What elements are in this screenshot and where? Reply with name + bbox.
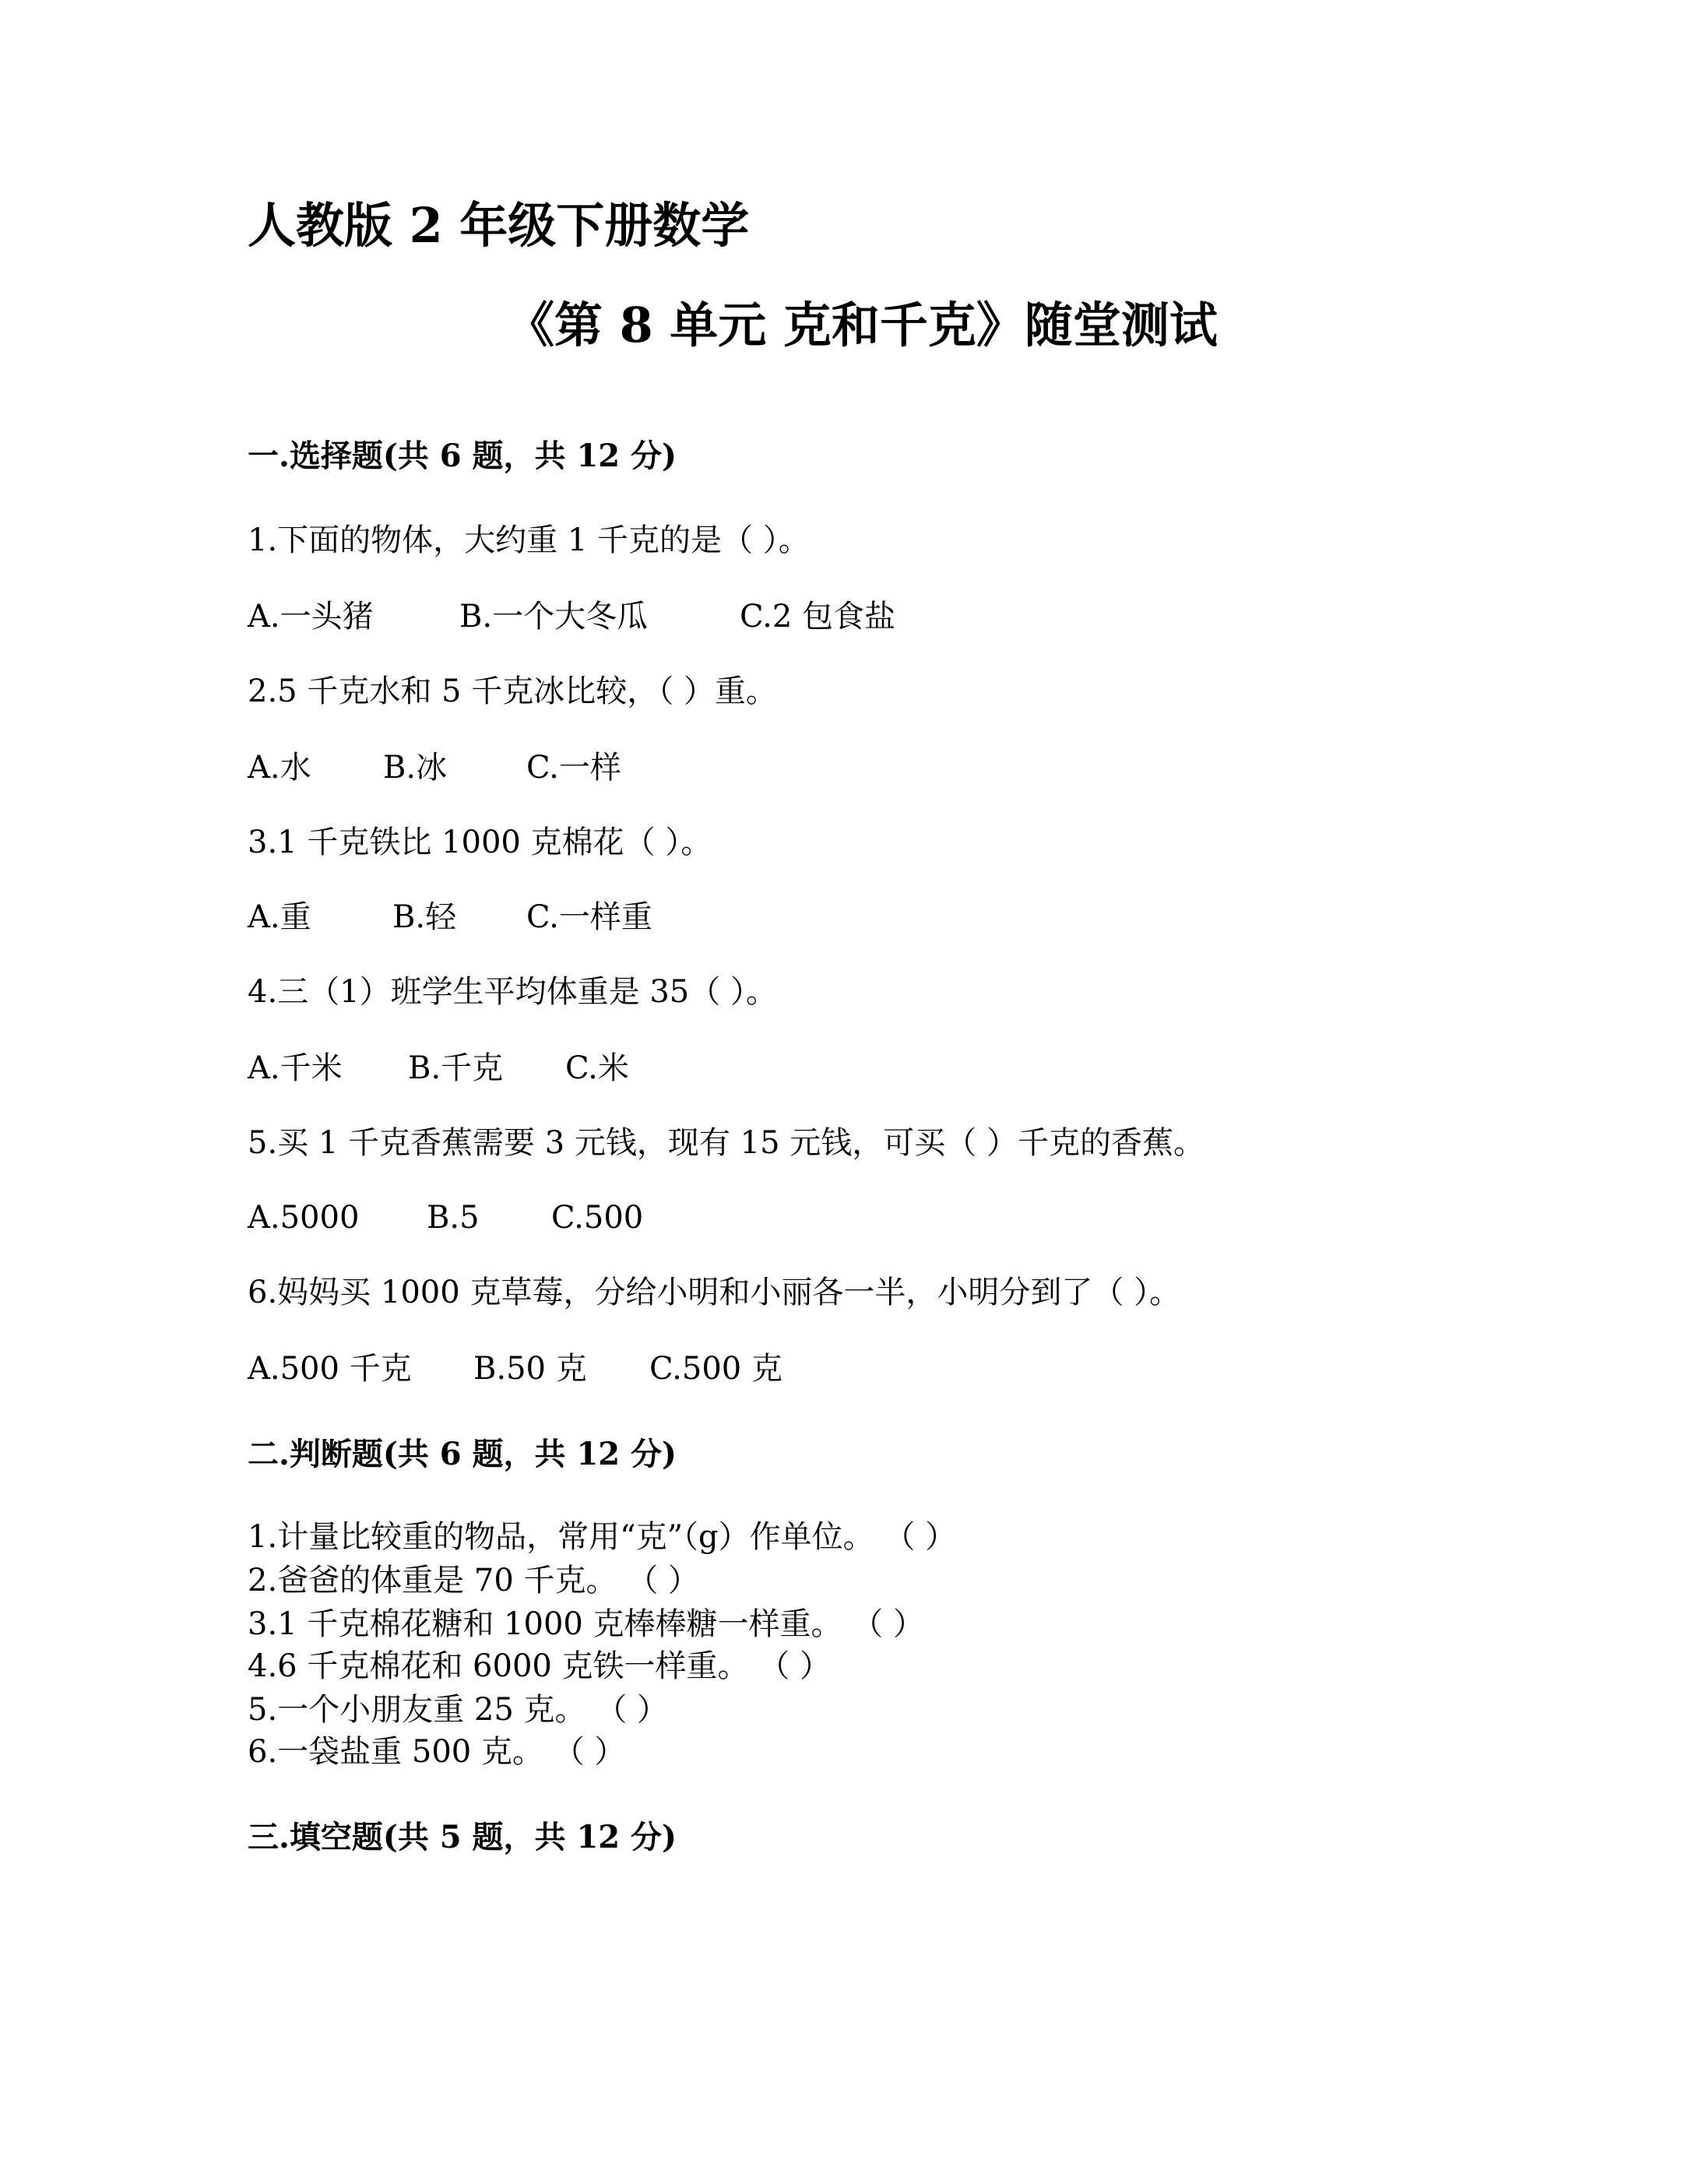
option-a: A.5000 [248, 1200, 360, 1236]
option-b: B.5 [427, 1200, 480, 1236]
option-b: B.千克 [408, 1050, 504, 1086]
option-a: A.水 [248, 750, 311, 786]
question-stem: 2.5 千克水和 5 千克冰比较，（ ）重。 [248, 673, 777, 709]
option-c: C.米 [565, 1050, 629, 1086]
question-stem: 5.买 1 千克香蕉需要 3 元钱，现有 15 元钱，可买（ ）千克的香蕉。 [248, 1125, 1204, 1161]
document-subtitle: 《第 8 单元 克和千克》随堂测试 [506, 297, 1218, 353]
option-a: A.500 千克 [248, 1351, 412, 1387]
option-a: A.千米 [248, 1050, 343, 1086]
section-heading-choice: 一.选择题(共 6 题，共 12 分) [248, 438, 677, 474]
option-b: B.50 克 [473, 1351, 587, 1387]
judge-item: 1.计量比较重的物品，常用“克”（g）作单位。 （ ） [248, 1519, 957, 1555]
question-stem: 6.妈妈买 1000 克草莓，分给小明和小丽各一半，小明分到了（ ）。 [248, 1275, 1181, 1310]
option-c: C.一样重 [526, 899, 652, 935]
question-stem: 3.1 千克铁比 1000 克棉花（ ）。 [248, 825, 712, 860]
option-b: B.一个大冬瓜 [459, 599, 649, 635]
section-heading-fill: 三.填空题(共 5 题，共 12 分) [248, 1819, 677, 1855]
option-a: A.重 [248, 899, 311, 935]
option-a: A.一头猪 [248, 599, 374, 635]
option-c: C.500 [551, 1200, 644, 1236]
question-stem: 1.下面的物体，大约重 1 千克的是（ ）。 [248, 522, 810, 558]
judge-item: 6.一袋盐重 500 克。 （ ） [248, 1734, 626, 1770]
option-b: B.冰 [383, 750, 448, 786]
option-c: C.2 包食盐 [740, 599, 896, 635]
option-c: C.一样 [526, 750, 621, 786]
option-c: C.500 克 [649, 1351, 782, 1387]
section-heading-judge: 二.判断题(共 6 题，共 12 分) [248, 1436, 677, 1472]
judge-item: 5.一个小朋友重 25 克。 （ ） [248, 1692, 668, 1728]
judge-item: 3.1 千克棉花糖和 1000 克棒棒糖一样重。 （ ） [248, 1606, 924, 1642]
option-b: B.轻 [392, 899, 457, 935]
question-stem: 4.三（1）班学生平均体重是 35（ ）。 [248, 974, 777, 1010]
document-title: 人教版 2 年级下册数学 [248, 197, 750, 254]
judge-item: 2.爸爸的体重是 70 千克。 （ ） [248, 1563, 699, 1598]
judge-item: 4.6 千克棉花和 6000 克铁一样重。 （ ） [248, 1648, 831, 1684]
